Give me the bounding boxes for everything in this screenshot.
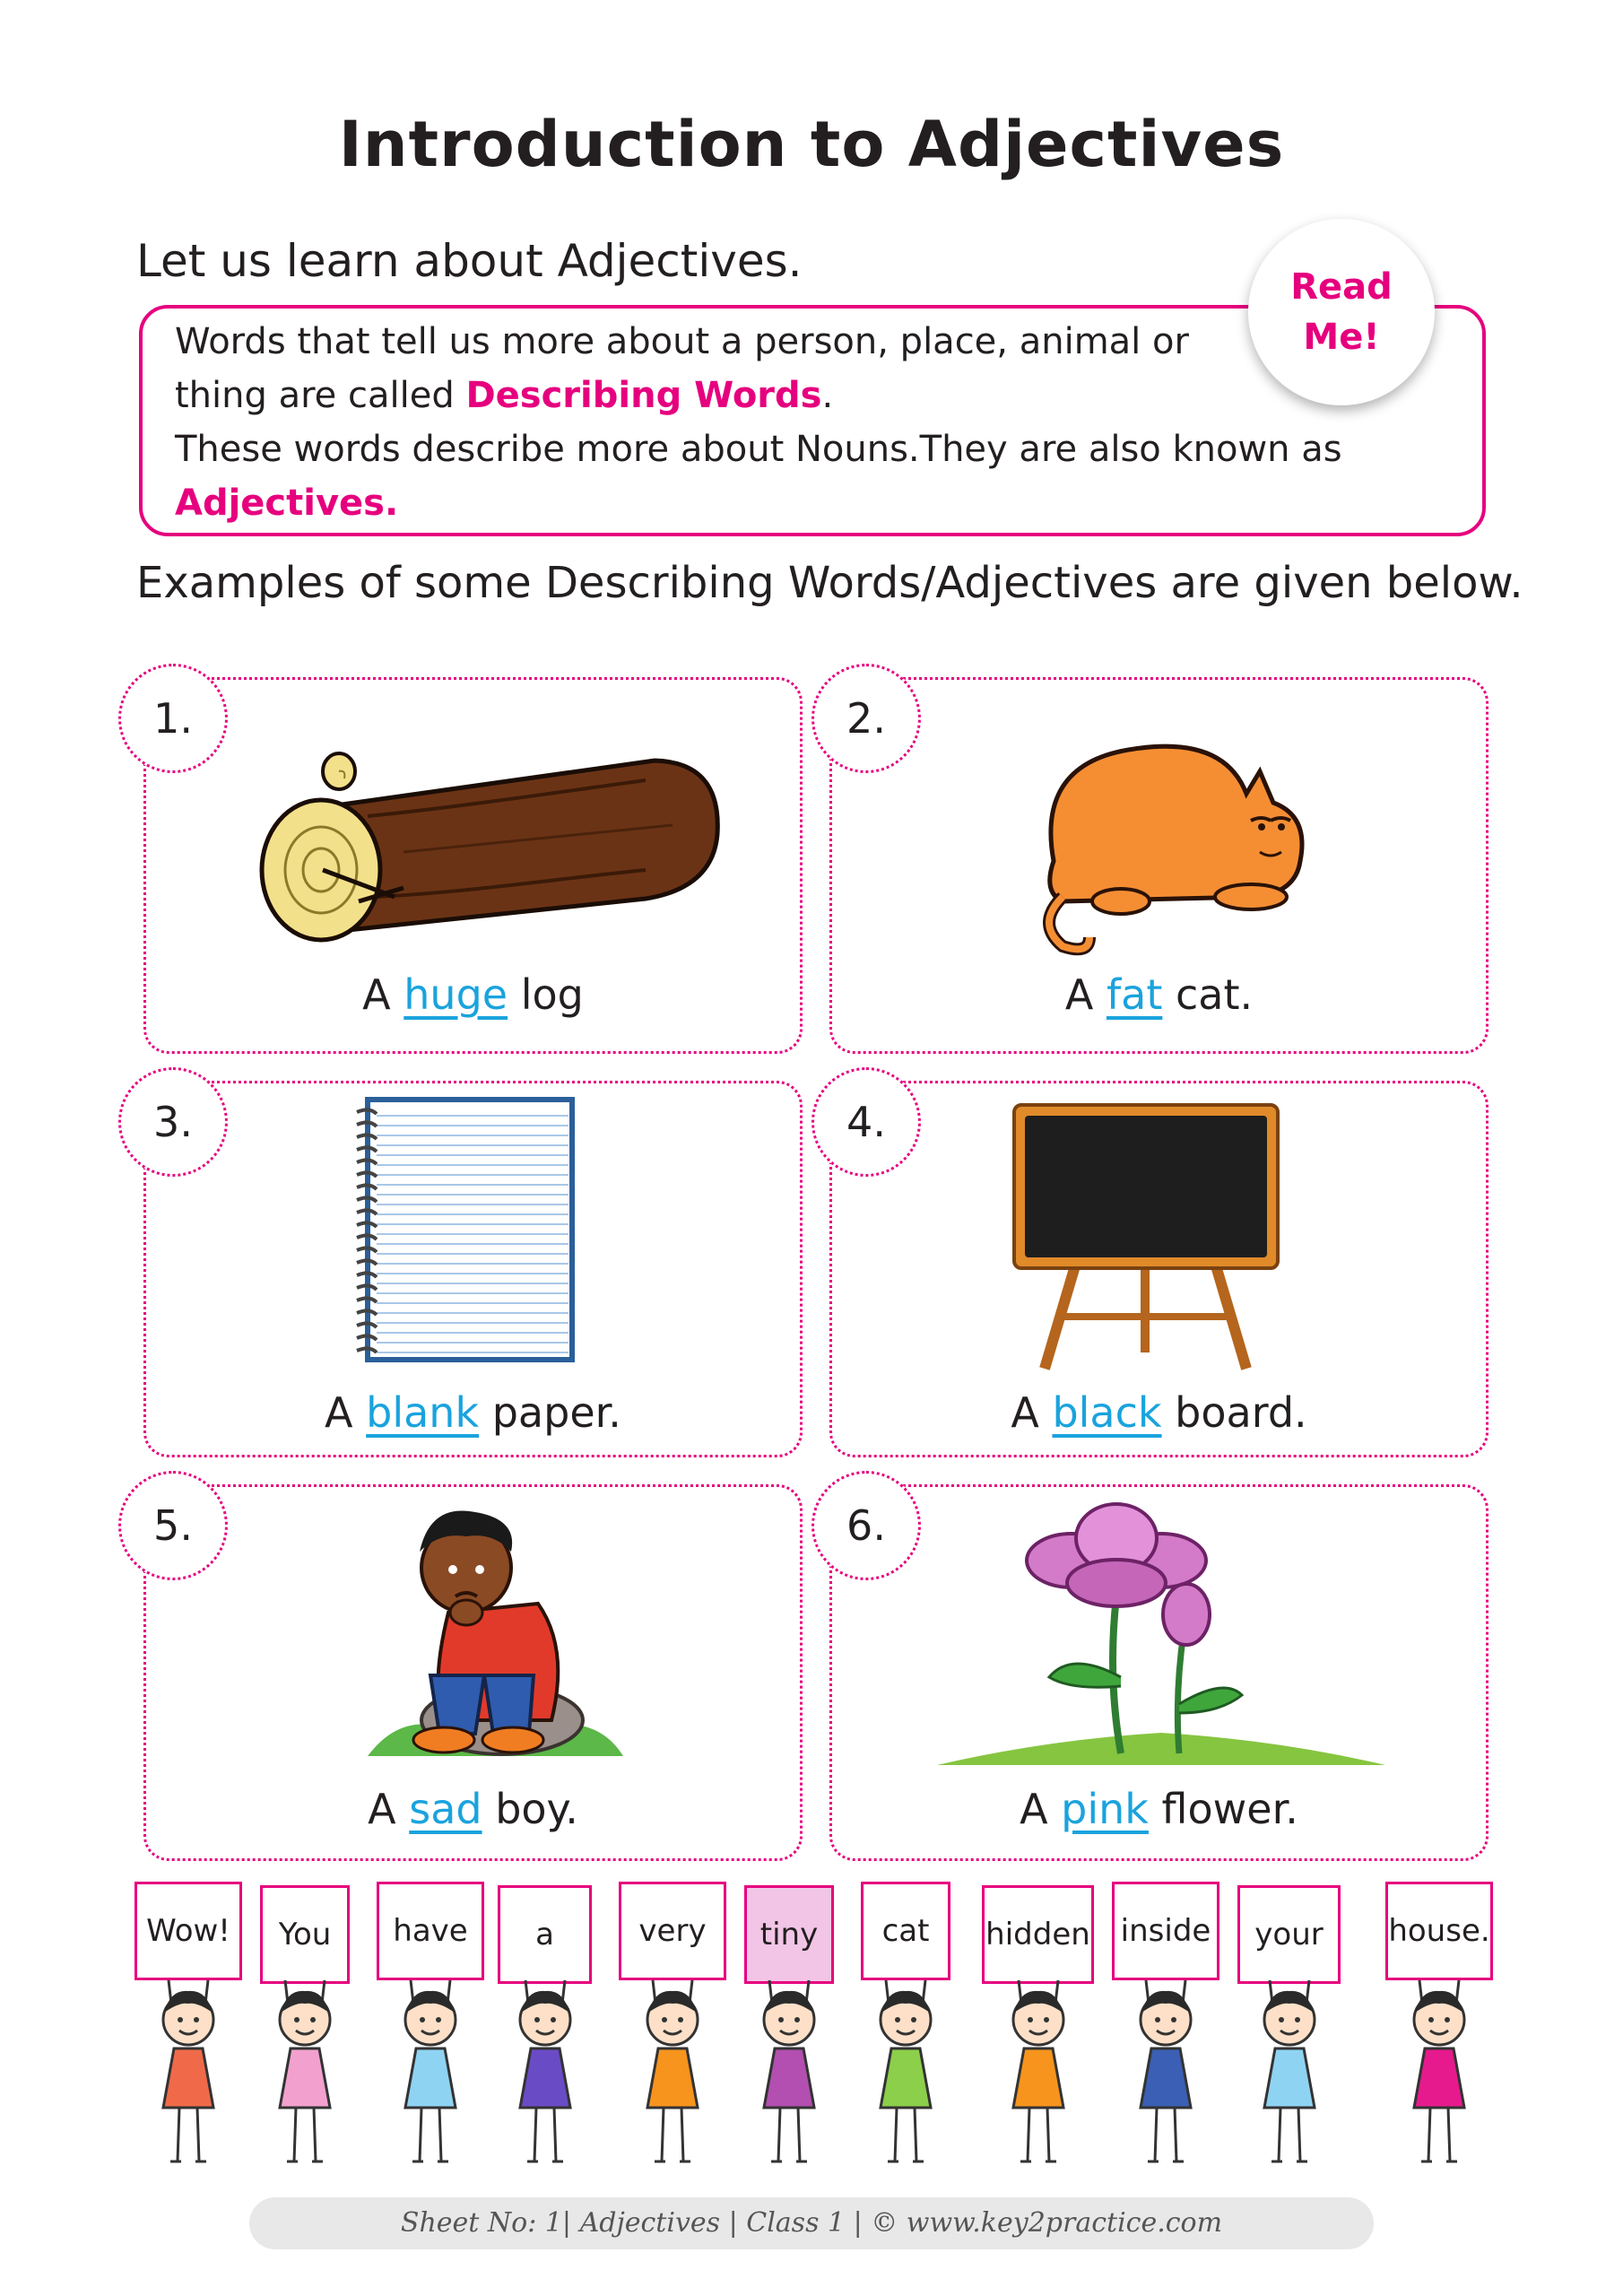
word-sign-3: have (377, 1882, 484, 1980)
caption-suffix: board. (1161, 1388, 1307, 1437)
caption-suffix: cat. (1162, 970, 1254, 1019)
example-caption-6 (829, 1785, 1488, 1833)
read-me-badge (1248, 219, 1435, 405)
caption-prefix: A (1011, 1388, 1053, 1437)
example-caption-1 (143, 970, 803, 1019)
word-sign-10: your (1237, 1885, 1341, 1984)
log-image (224, 744, 726, 951)
example-caption-4 (829, 1388, 1488, 1437)
kid-figure-9 (1112, 1973, 1219, 2179)
intro-heading: Let us learn about Adjectives. (136, 235, 803, 287)
caption-prefix: A (1064, 970, 1107, 1019)
example-caption-5 (143, 1785, 803, 1833)
example-caption-3 (143, 1388, 803, 1437)
definition-line-2 (175, 375, 833, 416)
kid-figure-10 (1236, 1973, 1343, 2179)
caption-suffix: log (508, 970, 584, 1019)
definition-line-2-suffix: . (821, 375, 834, 416)
caption-prefix: A (368, 1785, 410, 1833)
word-sign-6: tiny (744, 1885, 834, 1984)
kid-figure-2 (251, 1973, 359, 2179)
word-sign-1: Wow! (135, 1882, 242, 1980)
word-sign-9: inside (1112, 1882, 1219, 1980)
cat-image (1027, 726, 1323, 960)
example-number-3: 3. (118, 1067, 228, 1177)
caption-suffix: paper. (479, 1388, 621, 1437)
page-title: Introduction to Adjectives (338, 108, 1285, 181)
word-sign-7: cat (861, 1882, 950, 1980)
example-number-2: 2. (812, 664, 921, 773)
adjective-word: black (1052, 1388, 1162, 1437)
kid-figure-1 (135, 1973, 242, 2179)
example-caption-2 (829, 970, 1488, 1019)
kid-figure-3 (377, 1973, 484, 2179)
adjective-word: huge (404, 970, 508, 1019)
adjective-word: fat (1106, 970, 1163, 1019)
adjectives-highlight: Adjectives. (175, 483, 399, 524)
definition-line-2-prefix: thing are called (175, 375, 466, 416)
example-number-4: 4. (812, 1067, 921, 1177)
kid-figure-7 (852, 1973, 959, 2179)
read-me-line-1: Read (1290, 266, 1393, 308)
adjective-word: pink (1061, 1785, 1149, 1833)
definition-line-1: Words that tell us more about a person, place, animal or (175, 321, 1189, 362)
examples-heading: Examples of some Describing Words/Adjectives are given below. (136, 558, 1523, 608)
blackboard-image (1009, 1101, 1282, 1370)
footer: Sheet No: 1| Adjectives | Class 1 | © www.key2practice.com (249, 2197, 1374, 2249)
adjective-word: sad (409, 1785, 482, 1833)
read-me-line-2: Me! (1303, 317, 1380, 358)
example-number-6: 6. (812, 1471, 921, 1580)
caption-prefix: A (325, 1388, 367, 1437)
kid-figure-8 (985, 1973, 1092, 2179)
word-sign-8: hidden (982, 1885, 1094, 1984)
word-sign-2: You (260, 1885, 350, 1984)
kid-figure-11 (1385, 1973, 1493, 2179)
word-sign-11: house. (1385, 1882, 1493, 1980)
caption-prefix: A (362, 970, 404, 1019)
example-number-1: 1. (118, 664, 228, 773)
adjective-word: blank (366, 1388, 480, 1437)
notebook-image (350, 1096, 583, 1365)
word-sign-4: a (498, 1885, 592, 1984)
caption-suffix: boy. (482, 1785, 578, 1833)
sad-boy-image (359, 1496, 628, 1774)
flower-image (937, 1498, 1385, 1776)
kid-figure-6 (735, 1973, 843, 2179)
example-number-5: 5. (118, 1471, 228, 1580)
caption-suffix: flower. (1148, 1785, 1298, 1833)
kid-figure-4 (491, 1973, 599, 2179)
word-sign-5: very (619, 1882, 726, 1980)
definition-line-3: These words describe more about Nouns.They are also known as (175, 429, 1342, 470)
kid-figure-5 (619, 1973, 726, 2179)
caption-prefix: A (1020, 1785, 1062, 1833)
describing-words-highlight: Describing Words (465, 375, 822, 416)
